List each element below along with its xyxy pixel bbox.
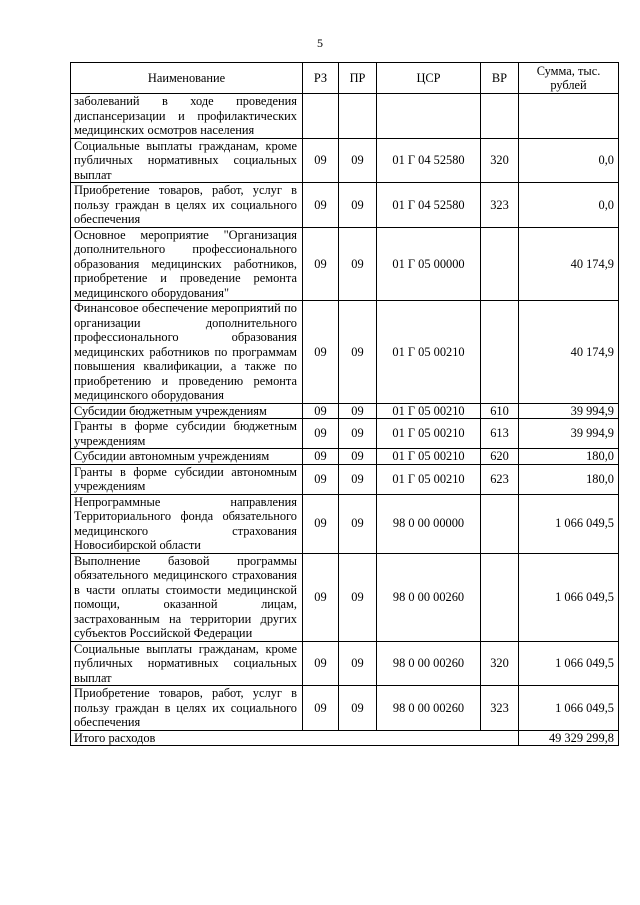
page-number: 5 — [317, 36, 323, 50]
row-sum: 1 066 049,5 — [519, 494, 619, 553]
row-csr: 01 Г 05 00210 — [377, 403, 481, 419]
table-row — [71, 449, 619, 465]
row-sum: 40 174,9 — [519, 301, 619, 404]
header-pr: ПР — [339, 63, 377, 94]
table-row — [71, 183, 619, 228]
row-sum: 40 174,9 — [519, 227, 619, 301]
row-rz: 09 — [303, 138, 339, 183]
row-sum: 39 994,9 — [519, 403, 619, 419]
row-pr: 09 — [339, 641, 377, 686]
row-name: Субсидии автономным учреждениям — [71, 449, 303, 465]
row-vr: 613 — [481, 419, 519, 449]
table-row — [71, 419, 619, 449]
row-csr: 98 0 00 00260 — [377, 641, 481, 686]
row-rz: 09 — [303, 419, 339, 449]
row-csr: 98 0 00 00000 — [377, 494, 481, 553]
row-name: Выполнение базовой программы обязательного медицинского страхования в части оплаты стоимости медицинской помощи, оказанной лицам, застрахованным на территории других субъектов Российской Федерации — [71, 553, 303, 641]
row-vr — [481, 227, 519, 301]
table-row — [71, 94, 619, 139]
row-rz: 09 — [303, 686, 339, 731]
row-pr: 09 — [339, 227, 377, 301]
row-pr: 09 — [339, 494, 377, 553]
table-row — [71, 641, 619, 686]
expenditure-table — [70, 62, 619, 746]
row-name: Социальные выплаты гражданам, кроме публичных нормативных социальных выплат — [71, 138, 303, 183]
row-pr: 09 — [339, 553, 377, 641]
row-pr: 09 — [339, 301, 377, 404]
row-vr — [481, 94, 519, 139]
row-rz: 09 — [303, 464, 339, 494]
row-rz: 09 — [303, 301, 339, 404]
row-vr: 623 — [481, 464, 519, 494]
row-vr: 320 — [481, 641, 519, 686]
row-vr: 323 — [481, 686, 519, 731]
table-row — [71, 403, 619, 419]
row-csr: 01 Г 05 00210 — [377, 449, 481, 465]
row-name: Социальные выплаты гражданам, кроме публичных нормативных социальных выплат — [71, 641, 303, 686]
row-name: Субсидии бюджетным учреждениям — [71, 403, 303, 419]
total-row — [71, 730, 619, 746]
header-rz: РЗ — [303, 63, 339, 94]
table-row — [71, 227, 619, 301]
row-sum: 1 066 049,5 — [519, 641, 619, 686]
row-sum: 1 066 049,5 — [519, 553, 619, 641]
row-sum: 0,0 — [519, 138, 619, 183]
row-vr: 320 — [481, 138, 519, 183]
header-sum: Сумма, тыс. рублей — [519, 63, 619, 94]
row-csr: 98 0 00 00260 — [377, 553, 481, 641]
total-sum: 49 329 299,8 — [519, 730, 619, 746]
row-rz: 09 — [303, 403, 339, 419]
table-row — [71, 138, 619, 183]
row-name: Гранты в форме субсидии бюджетным учреждениям — [71, 419, 303, 449]
row-csr: 01 Г 04 52580 — [377, 183, 481, 228]
row-name: Финансовое обеспечение мероприятий по организации дополнительного профессионального образования медицинских работников по программам повышения квалификации, а также по приобретению и проведению ремонта медицинского оборудования — [71, 301, 303, 404]
row-csr — [377, 94, 481, 139]
row-name: Гранты в форме субсидии автономным учреждениям — [71, 464, 303, 494]
row-pr: 09 — [339, 449, 377, 465]
row-vr: 610 — [481, 403, 519, 419]
row-rz — [303, 94, 339, 139]
row-csr: 01 Г 04 52580 — [377, 138, 481, 183]
row-rz: 09 — [303, 227, 339, 301]
row-csr: 01 Г 05 00210 — [377, 464, 481, 494]
header-csr: ЦСР — [377, 63, 481, 94]
row-pr — [339, 94, 377, 139]
row-vr — [481, 494, 519, 553]
table-row — [71, 494, 619, 553]
row-rz: 09 — [303, 494, 339, 553]
row-rz: 09 — [303, 641, 339, 686]
row-sum: 180,0 — [519, 464, 619, 494]
row-vr — [481, 301, 519, 404]
row-sum: 180,0 — [519, 449, 619, 465]
table-header-row — [71, 63, 619, 94]
row-rz: 09 — [303, 553, 339, 641]
header-name: Наименование — [71, 63, 303, 94]
row-vr — [481, 553, 519, 641]
row-sum: 39 994,9 — [519, 419, 619, 449]
row-pr: 09 — [339, 686, 377, 731]
row-sum: 0,0 — [519, 183, 619, 228]
row-pr: 09 — [339, 419, 377, 449]
row-rz: 09 — [303, 449, 339, 465]
table-row — [71, 464, 619, 494]
table-row — [71, 301, 619, 404]
row-rz: 09 — [303, 183, 339, 228]
row-csr: 01 Г 05 00000 — [377, 227, 481, 301]
header-vr: ВР — [481, 63, 519, 94]
row-name: заболеваний в ходе проведения диспансеризации и профилактических медицинских осмотров населения — [71, 94, 303, 139]
row-name: Непрограммные направления Территориального фонда обязательного медицинского страхования Новосибирской области — [71, 494, 303, 553]
row-pr: 09 — [339, 183, 377, 228]
row-csr: 98 0 00 00260 — [377, 686, 481, 731]
row-name: Приобретение товаров, работ, услуг в пользу граждан в целях их социального обеспечения — [71, 183, 303, 228]
row-name: Основное мероприятие "Организация дополнительного профессионального образования медицинских работников, приобретение и проведение ремонта медицинского оборудования" — [71, 227, 303, 301]
row-sum: 1 066 049,5 — [519, 686, 619, 731]
table-row — [71, 686, 619, 731]
row-csr: 01 Г 05 00210 — [377, 301, 481, 404]
row-sum — [519, 94, 619, 139]
row-vr: 620 — [481, 449, 519, 465]
table-row — [71, 553, 619, 641]
row-pr: 09 — [339, 464, 377, 494]
total-label: Итого расходов — [71, 730, 519, 746]
row-pr: 09 — [339, 138, 377, 183]
row-csr: 01 Г 05 00210 — [377, 419, 481, 449]
row-pr: 09 — [339, 403, 377, 419]
row-vr: 323 — [481, 183, 519, 228]
row-name: Приобретение товаров, работ, услуг в пользу граждан в целях их социального обеспечения — [71, 686, 303, 731]
